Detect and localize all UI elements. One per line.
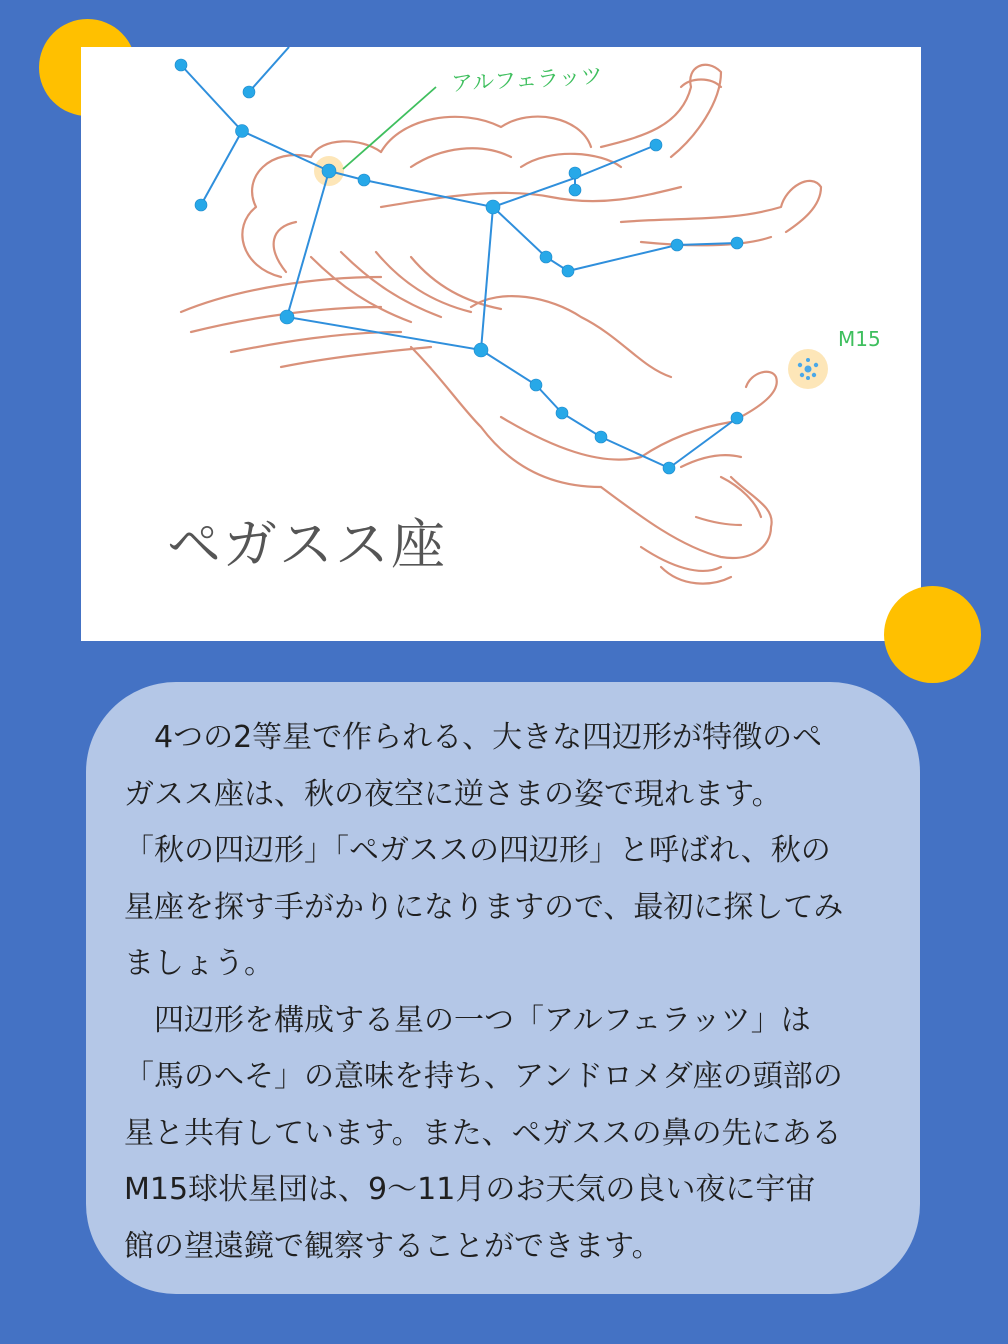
alpheratz-leader-line: [343, 87, 436, 169]
text-line: M15球状星団は、9～11月のお天気の良い夜に宇宙: [124, 1172, 816, 1207]
description-paragraph-2: [124, 993, 890, 1276]
description-paragraph-1: [124, 710, 890, 993]
text-line: 館の望遠鏡で観察することができます。: [124, 1228, 662, 1264]
text-line: 4つの2等星で作られる、大きな四辺形が特徴のペ: [124, 720, 823, 755]
m15-label: M15: [838, 327, 881, 351]
decorative-yellow-circle-right: [884, 586, 981, 683]
pegasus-illustration: [81, 47, 921, 641]
text-line: ましょう。: [124, 946, 274, 981]
text-line: 「馬のへそ」の意味を持ち、アンドロメダ座の頭部の: [124, 1059, 843, 1094]
constellation-lines: [181, 47, 737, 468]
alpheratz-label: アルフェラッツ: [450, 64, 604, 97]
text-line: ガスス座は、秋の夜空に逆さまの姿で現れます。: [124, 776, 782, 812]
text-line: 四辺形を構成する星の一つ「アルフェラッツ」は: [124, 1002, 811, 1038]
text-line: 星座を探す手がかりになりますので、最初に探してみ: [124, 889, 844, 925]
text-line: 「秋の四辺形」「ペガススの四辺形」と呼ばれ、秋の: [124, 833, 831, 868]
constellation-title: ペガスス座: [167, 513, 447, 576]
alpheratz-star: [322, 164, 336, 178]
description-card: [86, 682, 920, 1294]
text-line: 星と共有しています。また、ペガススの鼻の先にある: [124, 1115, 842, 1151]
